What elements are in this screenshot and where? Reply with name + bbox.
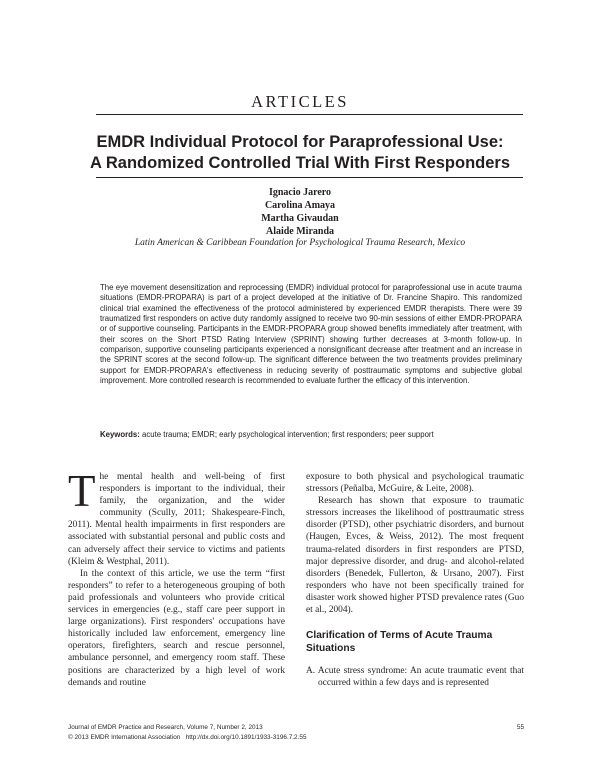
copyright: © 2013 EMDR International Association [68,733,181,741]
author-name: Martha Givaudan [261,213,339,224]
body-paragraph: exposure to both physical and psychological traumatic stressors (Peñalba, McGuire, & Leite, 2008). [306,472,524,495]
article-title [60,132,540,174]
journal-citation: Journal of EMDR Practice and Research, Volume 7, Number 2, 2013 [68,724,263,731]
body-paragraph [68,466,285,568]
body-paragraph: Research has shown that exposure to traumatic stressors increases the likelihood of posttraumatic stress disorder (PTSD), other psychiatric disorders, and burnout (Haugen, Evces, & Weiss, 2012). The most frequent trauma-related disorders in first responders are PTSD, major depressive disorder, and drug- and alcohol-related disorders (Benedek, Fullerton, & Ursano, 2007). First responders who have not been specifically trained for disaster work showed higher PTSD prevalence rates (Guo et al., 2004). [306,496,524,616]
title-rule [96,177,523,178]
keywords-text: acute trauma; EMDR; early psychological intervention; first responders; peer support [142,430,434,439]
author-name: Alaide Miranda [265,226,335,237]
author-name: Ignacio Jarero [268,187,332,198]
drop-cap: T [68,466,96,516]
page-footer [68,723,524,742]
body-paragraph: In the context of this article, we use the term “first responders” to refer to a heterogeneous grouping of both paid professionals and volunteers who provide critical services in emergencies (e.g., staff care peer support in large organizations). First responders' occupations have historically included law enforcement, emergency line operators, firefighters, search and rescue personnel, ambulance personnel, and emergency room staff. These positions are characterized by a high level of work demands and routine [68,568,285,688]
doi-link[interactable]: http://dx.doi.org/10.1891/1933-3196.7.2.55 [185,733,307,741]
section-subheading: Clarification of Terms of Acute Trauma Situations [306,630,493,655]
section-rule [96,114,523,115]
author-name: Carolina Amaya [264,200,336,211]
author-list [60,186,540,238]
abstract: The eye movement desensitization and reprocessing (EMDR) individual protocol for paraprofessional use in acute trauma situations (EMDR-PROPARA) is part of a project developed at the initiative of Dr. Francine Shapiro. This randomized clinical trial examined the effectiveness of the protocol administered by experienced EMDR therapists. There were 39 traumatized first responders on active duty randomly assigned to receive two 90-min sessions of either EMDR-PROPARA or of supportive counseling. Participants in the EMDR-PROPARA group showed benefits immediately after treatment, with their scores on the Short PTSD Rating Interview (SPRINT) showing further decreases at 3-month follow-up. In comparison, supportive counseling participants experienced a nonsignificant decrease after treatment and an increase in the SPRINT scores at the second follow-up. The significant difference between the two treatments provides preliminary support for EMDR-PROPARA's effectiveness in reducing severity of posttraumatic symptoms and subjective global improvement. More controlled research is recommended to evaluate further the efficacy of this intervention. [100,283,522,386]
keywords [100,430,522,439]
title-line-2: A Randomized Controlled Trial With First Responders [89,154,511,172]
body-column-left [68,466,285,689]
body-column-right [306,471,524,689]
page-number: 55 [516,724,524,731]
section-heading: ARTICLES [251,92,349,111]
list-item: A. Acute stress syndrome: An acute traumatic event that occurred within a few days and is represented [306,666,524,689]
keywords-label: Keywords: [100,430,140,439]
title-line-1: EMDR Individual Protocol for Paraprofessional Use: [96,133,504,151]
body-paragraph-text: he mental health and well-being of first responders is important to the individual, their family, the organization, and the wider community (Scully, 2011; Shakespeare-Finch, 2011). Mental health impairments in first responders are associated with substantial personal and public costs and can adversely affect their service to victims and patients (Kleim & Westphal, 2011). [68,472,285,567]
affiliation: Latin American & Caribbean Foundation for Psychological Trauma Research, Mexico [134,238,466,248]
